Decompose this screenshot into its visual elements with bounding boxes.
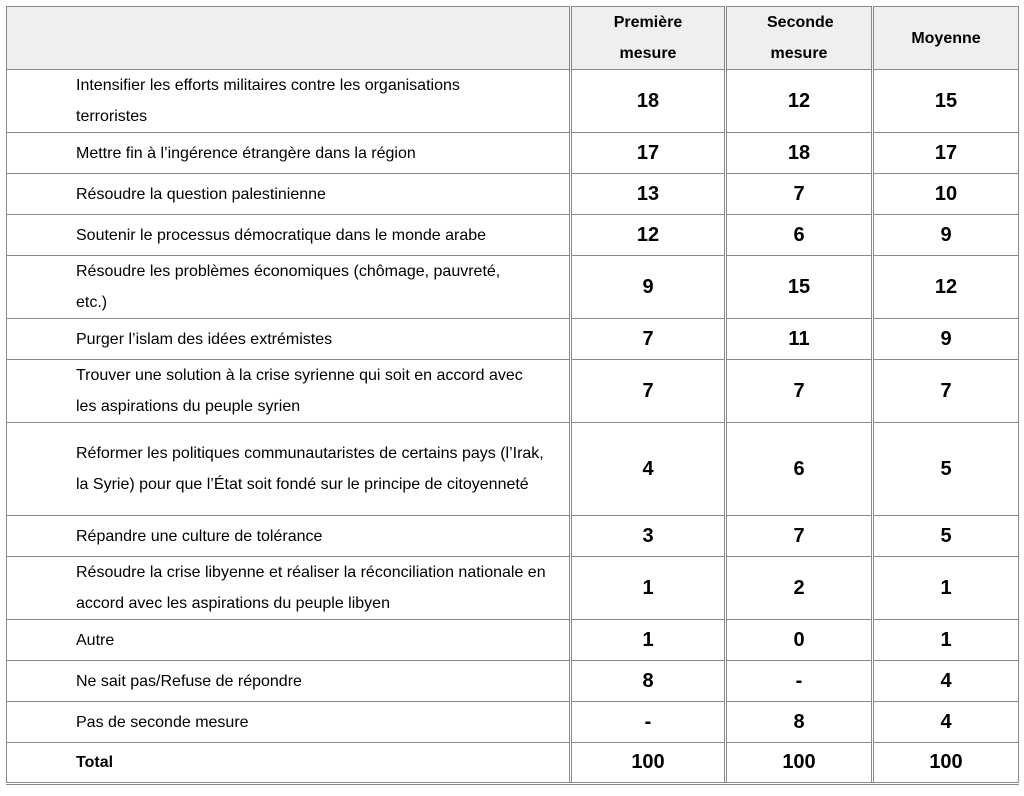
row-value-seconde: 7	[726, 360, 873, 423]
row-value-premiere: 7	[571, 360, 726, 423]
table-row	[7, 174, 1019, 215]
header-label-cell	[7, 7, 571, 70]
row-value-seconde: 7	[726, 516, 873, 557]
header-moyenne: Moyenne	[873, 7, 1019, 70]
row-value-moyenne: 12	[873, 256, 1019, 319]
table-row	[7, 360, 1019, 423]
row-value-seconde: 0	[726, 620, 873, 661]
row-value-moyenne: 9	[873, 319, 1019, 360]
row-value-premiere: 4	[571, 423, 726, 516]
table-row	[7, 133, 1019, 174]
row-value-premiere: 1	[571, 557, 726, 620]
row-value-seconde: -	[726, 661, 873, 702]
row-value-premiere: 3	[571, 516, 726, 557]
row-label: Résoudre la question palestinienne	[7, 174, 571, 215]
table-row	[7, 423, 1019, 516]
row-value-premiere: -	[571, 702, 726, 743]
row-value-seconde: 15	[726, 256, 873, 319]
row-label: Intensifier les efforts militaires contre les organisations terroristes	[7, 70, 571, 133]
row-value-seconde: 6	[726, 423, 873, 516]
table-row	[7, 256, 1019, 319]
total-value-moyenne: 100	[873, 743, 1019, 784]
row-value-premiere: 8	[571, 661, 726, 702]
row-value-seconde: 8	[726, 702, 873, 743]
total-row	[7, 743, 1019, 784]
row-value-seconde: 7	[726, 174, 873, 215]
row-label: Ne sait pas/Refuse de répondre	[7, 661, 571, 702]
total-label: Total	[7, 743, 571, 784]
table-row	[7, 319, 1019, 360]
table-row	[7, 702, 1019, 743]
row-label: Trouver une solution à la crise syrienne qui soit en accord avec les aspirations du peuple syrien	[7, 360, 571, 423]
row-value-moyenne: 4	[873, 702, 1019, 743]
total-value-premiere: 100	[571, 743, 726, 784]
row-value-moyenne: 5	[873, 516, 1019, 557]
table-row	[7, 70, 1019, 133]
total-value-seconde: 100	[726, 743, 873, 784]
row-label: Résoudre les problèmes économiques (chômage, pauvreté, etc.)	[7, 256, 571, 319]
row-value-moyenne: 7	[873, 360, 1019, 423]
row-value-premiere: 12	[571, 215, 726, 256]
row-value-moyenne: 5	[873, 423, 1019, 516]
row-value-moyenne: 15	[873, 70, 1019, 133]
row-label: Soutenir le processus démocratique dans le monde arabe	[7, 215, 571, 256]
survey-table	[6, 6, 1019, 785]
header-row	[7, 7, 1019, 70]
row-value-moyenne: 4	[873, 661, 1019, 702]
row-label: Pas de seconde mesure	[7, 702, 571, 743]
row-value-premiere: 1	[571, 620, 726, 661]
row-value-seconde: 12	[726, 70, 873, 133]
row-value-moyenne: 9	[873, 215, 1019, 256]
row-value-moyenne: 17	[873, 133, 1019, 174]
header-seconde-mesure: Seconde mesure	[726, 7, 873, 70]
row-value-premiere: 13	[571, 174, 726, 215]
row-value-seconde: 11	[726, 319, 873, 360]
row-label: Résoudre la crise libyenne et réaliser la réconciliation nationale en accord avec les aspirations du peuple libyen	[7, 557, 571, 620]
row-value-moyenne: 1	[873, 620, 1019, 661]
table-row	[7, 620, 1019, 661]
row-value-premiere: 18	[571, 70, 726, 133]
row-value-moyenne: 10	[873, 174, 1019, 215]
row-label: Réformer les politiques communautaristes de certains pays (l’Irak, la Syrie) pour que l’État soit fondé sur le principe de citoyenneté	[7, 423, 571, 516]
row-label: Mettre fin à l’ingérence étrangère dans la région	[7, 133, 571, 174]
row-value-premiere: 9	[571, 256, 726, 319]
row-value-seconde: 6	[726, 215, 873, 256]
row-value-seconde: 18	[726, 133, 873, 174]
table-row	[7, 516, 1019, 557]
table-row	[7, 557, 1019, 620]
row-value-seconde: 2	[726, 557, 873, 620]
row-value-premiere: 17	[571, 133, 726, 174]
table-row	[7, 661, 1019, 702]
row-value-premiere: 7	[571, 319, 726, 360]
header-premiere-mesure: Première mesure	[571, 7, 726, 70]
row-label: Autre	[7, 620, 571, 661]
row-label: Purger l’islam des idées extrémistes	[7, 319, 571, 360]
table-row	[7, 215, 1019, 256]
row-value-moyenne: 1	[873, 557, 1019, 620]
row-label: Répandre une culture de tolérance	[7, 516, 571, 557]
